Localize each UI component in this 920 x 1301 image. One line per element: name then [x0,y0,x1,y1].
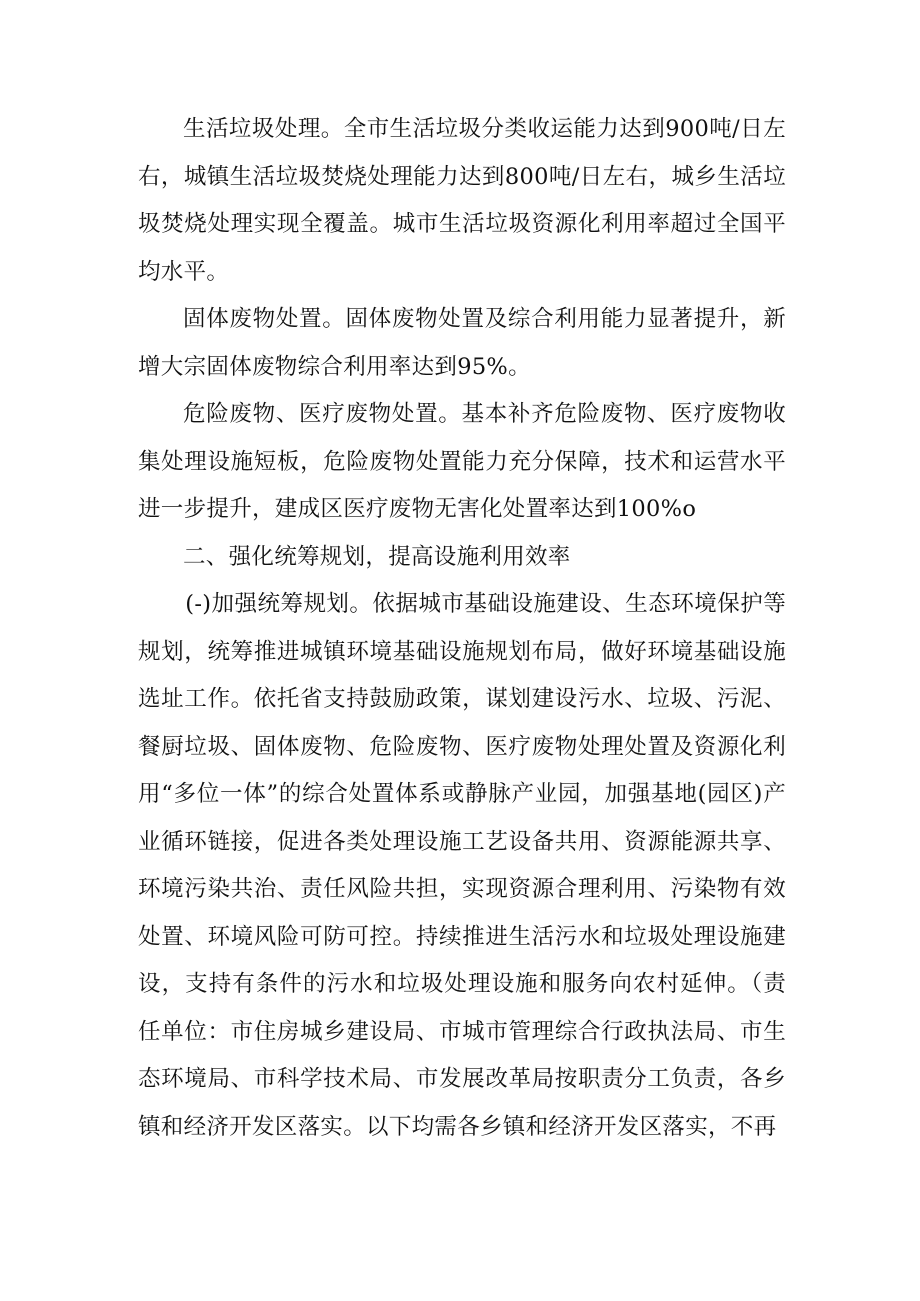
paragraph-solid-waste: 固体废物处置。固体废物处置及综合利用能力显著提升，新增大宗固体废物综合利用率达到95%。 [138,306,786,380]
document-page [138,106,786,1151]
paragraph-hazardous-medical-waste: 危险废物、医疗废物处置。基本补齐危险废物、医疗废物收集处理设施短板，危险废物处置能力充分保障，技术和运营水平进一步提升，建成区医疗废物无害化处置率达到100%o [138,401,786,522]
paragraph-planning: (-)加强统筹规划。依据城市基础设施建设、生态环境保护等规划，统筹推进城镇环境基础设施规划布局，做好环境基础设施选址工作。依托省支持鼓励政策，谋划建设污水、垃圾、污泥、餐厨垃圾、固体废物、危险废物、医疗废物处理处置及资源化利用“多位一体”的综合处置体系或静脉产业园，加强基地(园区)产业循环链接，促进各类处理设施工艺设备共用、资源能源共享、环境污染共治、责任风险共担，实现资源合理利用、污染物有效处置、环境风险可防可控。持续推进生活污水和垃圾处理设施建设，支持有条件的污水和垃圾处理设施和服务向农村延伸。（责任单位：市住房城乡建设局、市城市管理综合行政执法局、市生态环境局、市科学技术局、市发展改革局按职责分工负责，各乡镇和经济开发区落实。以下均需各乡镇和经济开发区落实，不再 [138,591,786,1140]
section-heading: 二、强化统筹规划，提高设施利用效率 [183,543,571,570]
paragraph-domestic-waste: 生活垃圾处理。全市生活垃圾分类收运能力达到900吨/日左右，城镇生活垃圾焚烧处理能力达到800吨/日左右，城乡生活垃圾焚烧处理实现全覆盖。城市生活垃圾资源化利用率超过全国平均水平。 [138,116,786,285]
